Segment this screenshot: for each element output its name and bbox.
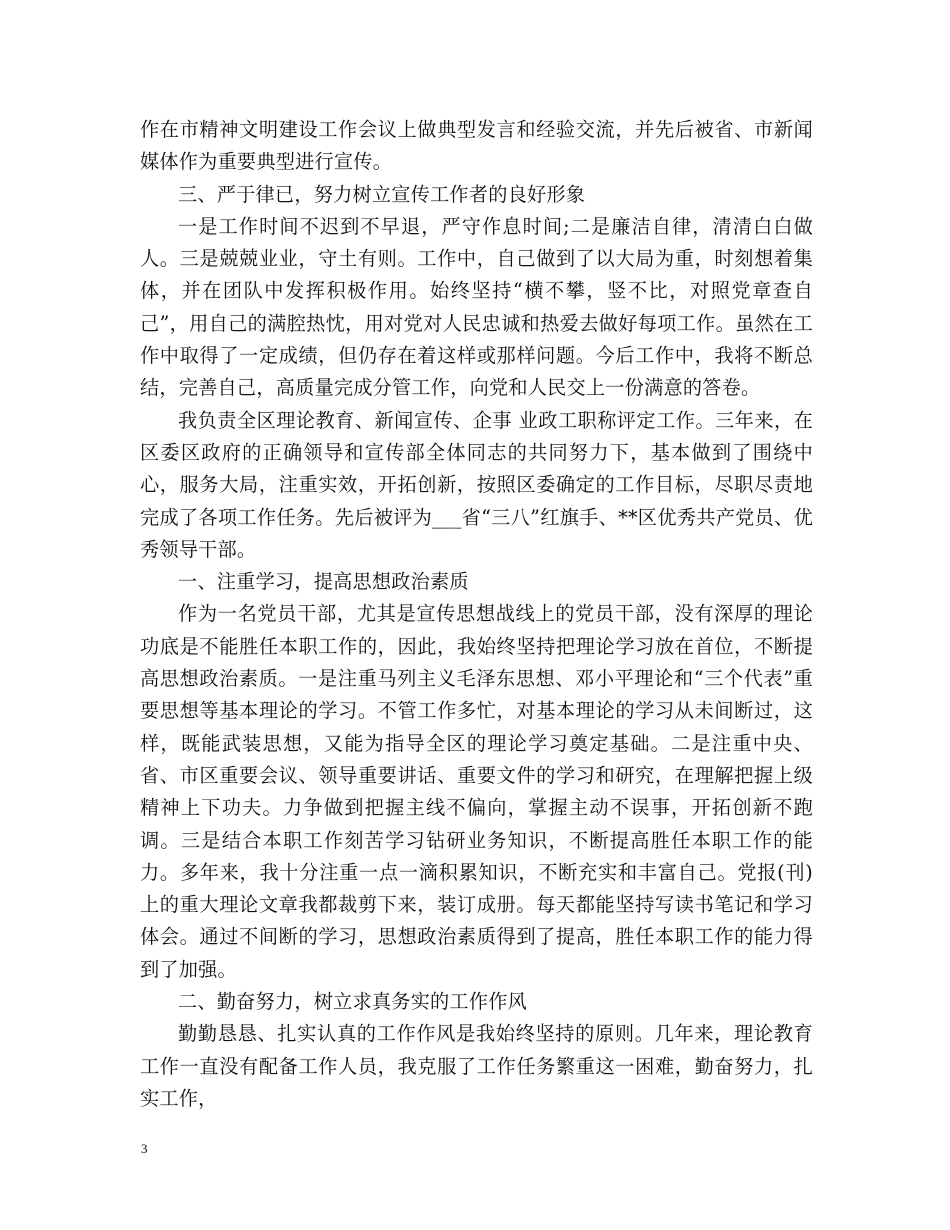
section-heading-1: 一、注重学习，提高思想政治素质	[178, 570, 469, 594]
section-heading-2: 二、勤奋努力，树立求真务实的工作作风	[178, 990, 527, 1014]
paragraph-continuation: 作在市精神文明建设工作会议上做典型发言和经验交流，并先后被省、市新闻媒体作为重要典型进行宣传。	[140, 118, 813, 174]
paragraph-self-discipline: 一是工作时间不迟到不早退，严守作息时间;二是廉洁自律，清清白白做人。三是兢兢业业，守土有则。工作中，自己做到了以大局为重，时刻想着集体，并在团队中发挥积极作用。始终坚持“横不攀，竖不比，对照党章查自己”，用自己的满腔热忱，用对党对人民忠诚和热爱去做好每项工作。虽然在工作中取得了一定成绩，但仍存在着这样或那样问题。今后工作中，我将不断总结，完善自己，高质量完成分管工作，向党和人民交上一份满意的答卷。	[140, 214, 813, 400]
section-heading-3: 三、严于律已，努力树立宣传工作者的良好形象	[178, 182, 586, 206]
paragraph-work-style: 勤勤恳恳、扎实认真的工作作风是我始终坚持的原则。几年来，理论教育工作一直没有配备工作人员，我克服了工作任务繁重这一困难，勤奋努力，扎实工作，	[140, 1022, 813, 1110]
document-body	[140, 114, 813, 1115]
paragraph-study: 作为一名党员干部，尤其是宣传思想战线上的党员干部，没有深厚的理论功底是不能胜任本职工作的，因此，我始终坚持把理论学习放在首位，不断提高思想政治素质。一是注重马列主义毛泽东思想、邓小平理论和“三个代表”重要思想等基本理论的学习。不管工作多忙，对基本理论的学习从未间断过，这样，既能武装思想，又能为指导全区的理论学习奠定基础。二是注重中央、省、市区重要会议、领导重要讲话、重要文件的学习和研究，在理解把握上级精神上下功夫。力争做到把握主线不偏向，掌握主动不误事，开拓创新不跑调。三是结合本职工作刻苦学习钻研业务知识，不断提高胜任本职工作的能力。多年来，我十分注重一点一滴积累知识，不断充实和丰富自己。党报(刊)上的重大理论文章我都裁剪下来，装订成册。每天都能坚持写读书笔记和学习体会。通过不间断的学习，思想政治素质得到了提高，胜任本职工作的能力得到了加强。	[140, 602, 813, 981]
paragraph-responsibilities: 我负责全区理论教育、新闻宣传、企事 业政工职称评定工作。三年来，在区委区政府的正确领导和宣传部全体同志的共同努力下，基本做到了围绕中心，服务大局，注重实效，开拓创新，按照区委确定的工作目标，尽职尽责地完成了各项工作任务。先后被评为___省“三八”红旗手、**区优秀共产党员、优秀领导干部。	[140, 408, 813, 561]
page-number: 3	[141, 1141, 148, 1156]
